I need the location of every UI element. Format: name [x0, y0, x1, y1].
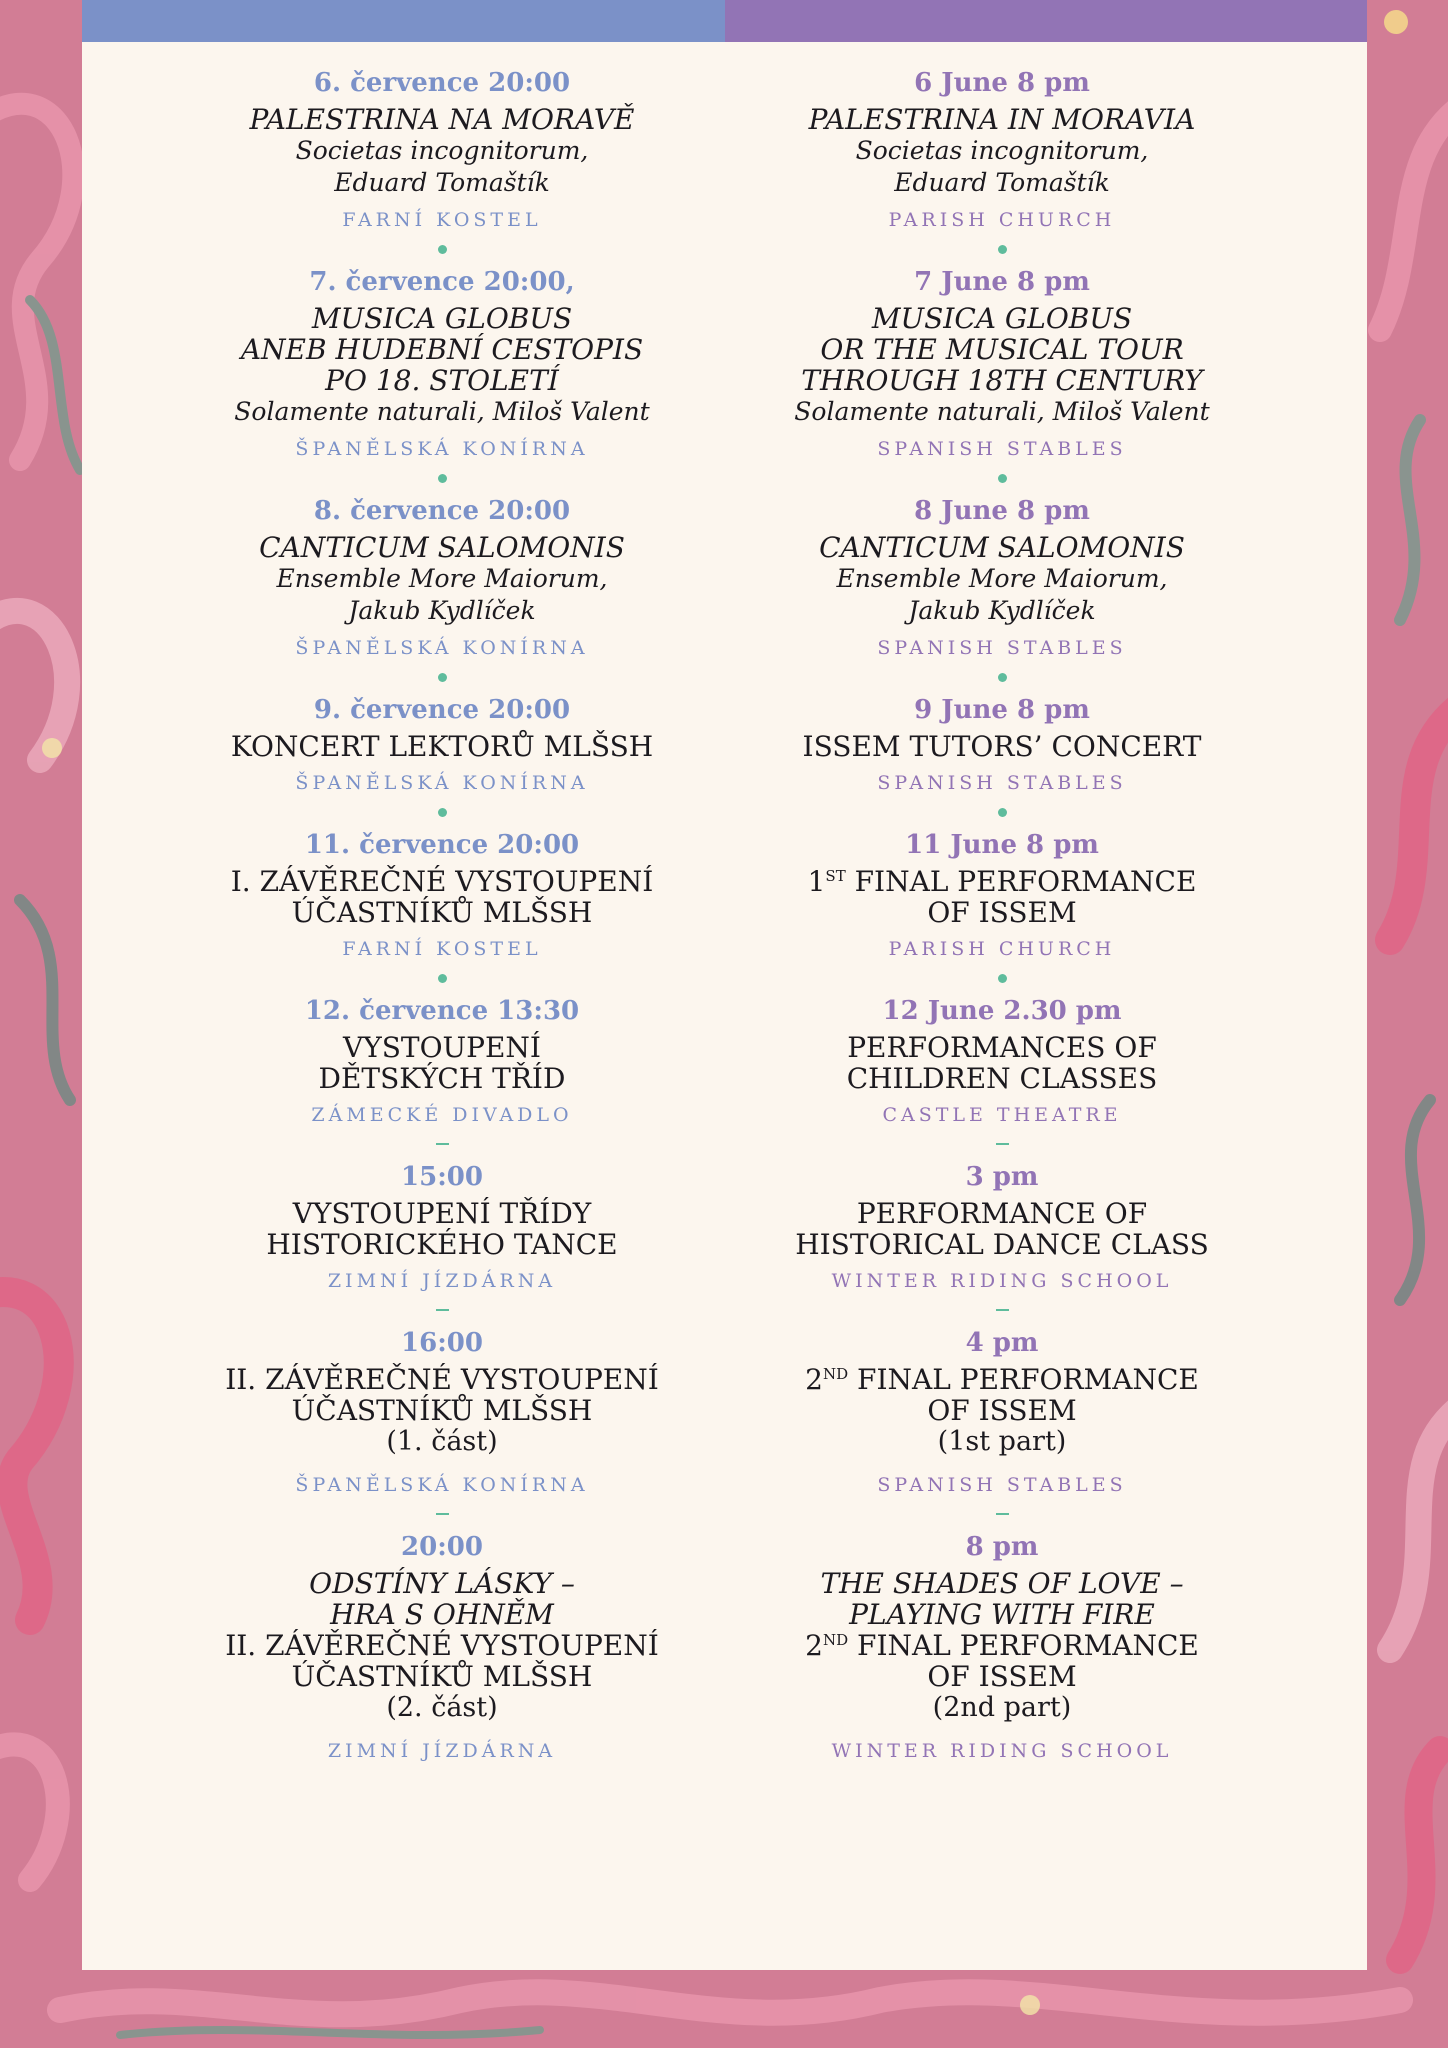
event-venue: PARISH CHURCH [888, 938, 1116, 960]
event-title-text: FINAL PERFORMANCE [848, 1629, 1199, 1662]
event-venue: FARNÍ KOSTEL [342, 209, 542, 231]
event-title: PALESTRINA IN MORAVIA [808, 103, 1196, 136]
event-date: 11. července 20:00 [304, 830, 580, 860]
event-title-text: FINAL PERFORMANCE [845, 865, 1197, 898]
event-title: II. ZÁVĚREČNÉ VYSTOUPENÍ [225, 1363, 659, 1396]
event-venue: ZIMNÍ JÍZDÁRNA [327, 1270, 557, 1292]
event-date: 8 pm [965, 1532, 1039, 1562]
event-final-performance-2b [712, 1530, 1292, 1764]
event-performer: Solamente naturali, Miloš Valent [234, 397, 650, 426]
event-venue: SPANISH STABLES [877, 637, 1127, 659]
event-venue: SPANISH STABLES [877, 772, 1127, 794]
event-performer: Ensemble More Maiorum, [276, 564, 608, 593]
event-venue: WINTER RIDING SCHOOL [831, 1740, 1173, 1762]
event-date: 6 June 8 pm [914, 68, 1090, 98]
event-title: MUSICA GLOBUS [311, 302, 573, 335]
separator-dash [712, 1498, 1292, 1530]
event-historical-dance [712, 1160, 1292, 1294]
event-date: 16:00 [401, 1328, 483, 1358]
event-title: OF ISSEM [927, 1660, 1077, 1693]
separator-dot [152, 796, 732, 828]
event-venue: ZIMNÍ JÍZDÁRNA [327, 1740, 557, 1762]
event-venue: FARNÍ KOSTEL [342, 938, 542, 960]
event-palestrina [712, 66, 1292, 233]
separator-dot [152, 233, 732, 265]
event-title: PALESTRINA NA MORAVĚ [249, 103, 635, 136]
event-part: (1st part) [937, 1426, 1067, 1457]
event-venue: CASTLE THEATRE [882, 1104, 1122, 1126]
event-part: (2. část) [386, 1692, 498, 1723]
event-date: 7 June 8 pm [914, 267, 1090, 297]
event-canticum [152, 494, 732, 661]
event-title: ANEB HUDEBNÍ CESTOPIS [240, 333, 644, 366]
event-title: OF ISSEM [927, 896, 1077, 929]
event-title: II. ZÁVĚREČNÉ VYSTOUPENÍ [225, 1629, 659, 1662]
event-venue: ŠPANĚLSKÁ KONÍRNA [295, 438, 589, 460]
separator-dot [152, 661, 732, 693]
event-part: (2nd part) [932, 1692, 1072, 1723]
event-title: PERFORMANCE OF [856, 1197, 1148, 1230]
separator-dot [712, 796, 1292, 828]
ordinal-suffix: ST [825, 867, 846, 885]
separator-dash [152, 1294, 732, 1326]
event-title [712, 866, 1292, 897]
event-venue: SPANISH STABLES [877, 1474, 1127, 1496]
separator-dot [152, 462, 732, 494]
event-performer: Eduard Tomaštík [334, 168, 550, 197]
event-date: 20:00 [401, 1532, 483, 1562]
separator-dot [712, 661, 1292, 693]
event-title-text: FINAL PERFORMANCE [848, 1363, 1199, 1396]
event-date: 3 pm [965, 1162, 1039, 1192]
event-venue: ŠPANĚLSKÁ KONÍRNA [295, 637, 589, 659]
event-performer: Societas incognitorum, [295, 136, 589, 165]
event-title: ÚČASTNÍKŮ MLŠSH [291, 1394, 593, 1427]
separator-dot [712, 462, 1292, 494]
separator-dash [712, 1128, 1292, 1160]
event-date: 12. července 13:30 [304, 996, 580, 1026]
event-final-performance-2b [152, 1530, 732, 1764]
event-title: THROUGH 18TH CENTURY [801, 364, 1203, 397]
event-venue: SPANISH STABLES [877, 438, 1127, 460]
event-title: CHILDREN CLASSES [846, 1062, 1158, 1095]
separator-dash [712, 1294, 1292, 1326]
ordinal-suffix: ND [822, 1631, 849, 1649]
top-bar-blue [82, 0, 725, 42]
czech-program-column [152, 66, 732, 1764]
event-date: 9 June 8 pm [914, 695, 1090, 725]
event-title: ÚČASTNÍKŮ MLŠSH [291, 1660, 593, 1693]
event-performer: Eduard Tomaštík [894, 168, 1110, 197]
event-venue: PARISH CHURCH [888, 209, 1116, 231]
event-final-performance-2a [152, 1326, 732, 1498]
ordinal-suffix: ND [822, 1365, 849, 1383]
event-title: VYSTOUPENÍ TŘÍDY [292, 1197, 592, 1230]
event-title: I. ZÁVĚREČNÉ VYSTOUPENÍ [230, 865, 654, 898]
event-date: 11 June 8 pm [905, 830, 1099, 860]
event-date: 9. července 20:00 [313, 695, 571, 725]
event-date: 12 June 2.30 pm [882, 996, 1122, 1026]
separator-dash [152, 1498, 732, 1530]
event-final-performance-1 [152, 828, 732, 962]
event-performer: Societas incognitorum, [855, 136, 1149, 165]
ordinal-number: 2 [805, 1363, 823, 1396]
ordinal-number: 1 [807, 865, 826, 898]
event-title: KONCERT LEKTORŮ MLŠSH [230, 730, 654, 763]
event-musica-globus [152, 265, 732, 462]
event-final-performance-1 [712, 828, 1292, 962]
event-part: (1. část) [386, 1426, 498, 1457]
event-children-classes [152, 994, 732, 1128]
event-final-performance-2a [712, 1326, 1292, 1498]
event-title: VYSTOUPENÍ [343, 1031, 541, 1064]
event-title: ÚČASTNÍKŮ MLŠSH [291, 896, 593, 929]
event-title: ODSTÍNY LÁSKY – [309, 1567, 575, 1600]
event-musica-globus [712, 265, 1292, 462]
separator-dash [152, 1128, 732, 1160]
event-historical-dance [152, 1160, 732, 1294]
separator-dot [712, 962, 1292, 994]
event-palestrina [152, 66, 732, 233]
event-title: CANTICUM SALOMONIS [259, 531, 625, 564]
event-canticum [712, 494, 1292, 661]
event-title: HISTORICKÉHO TANCE [266, 1228, 618, 1261]
event-performer: Jakub Kydlíček [908, 596, 1096, 625]
event-performer: Solamente naturali, Miloš Valent [794, 397, 1210, 426]
event-children-classes [712, 994, 1292, 1128]
event-date: 6. července 20:00 [313, 68, 571, 98]
event-title: HISTORICAL DANCE CLASS [795, 1228, 1209, 1261]
event-title: HRA S OHNĚM [330, 1598, 554, 1631]
event-tutors-concert [712, 693, 1292, 796]
separator-dot [152, 962, 732, 994]
event-date: 8. července 20:00 [313, 496, 571, 526]
event-tutors-concert [152, 693, 732, 796]
english-program-column [712, 66, 1292, 1764]
event-title: THE SHADES OF LOVE – [820, 1567, 1184, 1600]
event-title: OF ISSEM [927, 1394, 1077, 1427]
event-venue: ŠPANĚLSKÁ KONÍRNA [295, 1474, 589, 1496]
event-title: PLAYING WITH FIRE [849, 1598, 1155, 1631]
event-venue: ZÁMECKÉ DIVADLO [311, 1104, 573, 1126]
event-title [712, 1630, 1292, 1661]
event-date: 4 pm [965, 1328, 1039, 1358]
event-title: OR THE MUSICAL TOUR [820, 333, 1184, 366]
event-title: PO 18. STOLETÍ [325, 364, 559, 397]
event-title: MUSICA GLOBUS [871, 302, 1133, 335]
event-performer: Jakub Kydlíček [348, 596, 536, 625]
event-date: 8 June 8 pm [914, 496, 1090, 526]
event-date: 7. července 20:00, [309, 267, 575, 297]
event-venue: WINTER RIDING SCHOOL [831, 1270, 1173, 1292]
event-venue: ŠPANĚLSKÁ KONÍRNA [295, 772, 589, 794]
event-title: PERFORMANCES OF [847, 1031, 1157, 1064]
ordinal-number: 2 [805, 1629, 823, 1662]
event-title [712, 1364, 1292, 1395]
event-performer: Ensemble More Maiorum, [836, 564, 1168, 593]
event-date: 15:00 [401, 1162, 483, 1192]
event-title: DĚTSKÝCH TŘÍD [318, 1062, 566, 1095]
separator-dot [712, 233, 1292, 265]
event-title: CANTICUM SALOMONIS [819, 531, 1185, 564]
event-title: ISSEM TUTORS’ CONCERT [802, 730, 1202, 763]
top-bar-purple [725, 0, 1367, 42]
